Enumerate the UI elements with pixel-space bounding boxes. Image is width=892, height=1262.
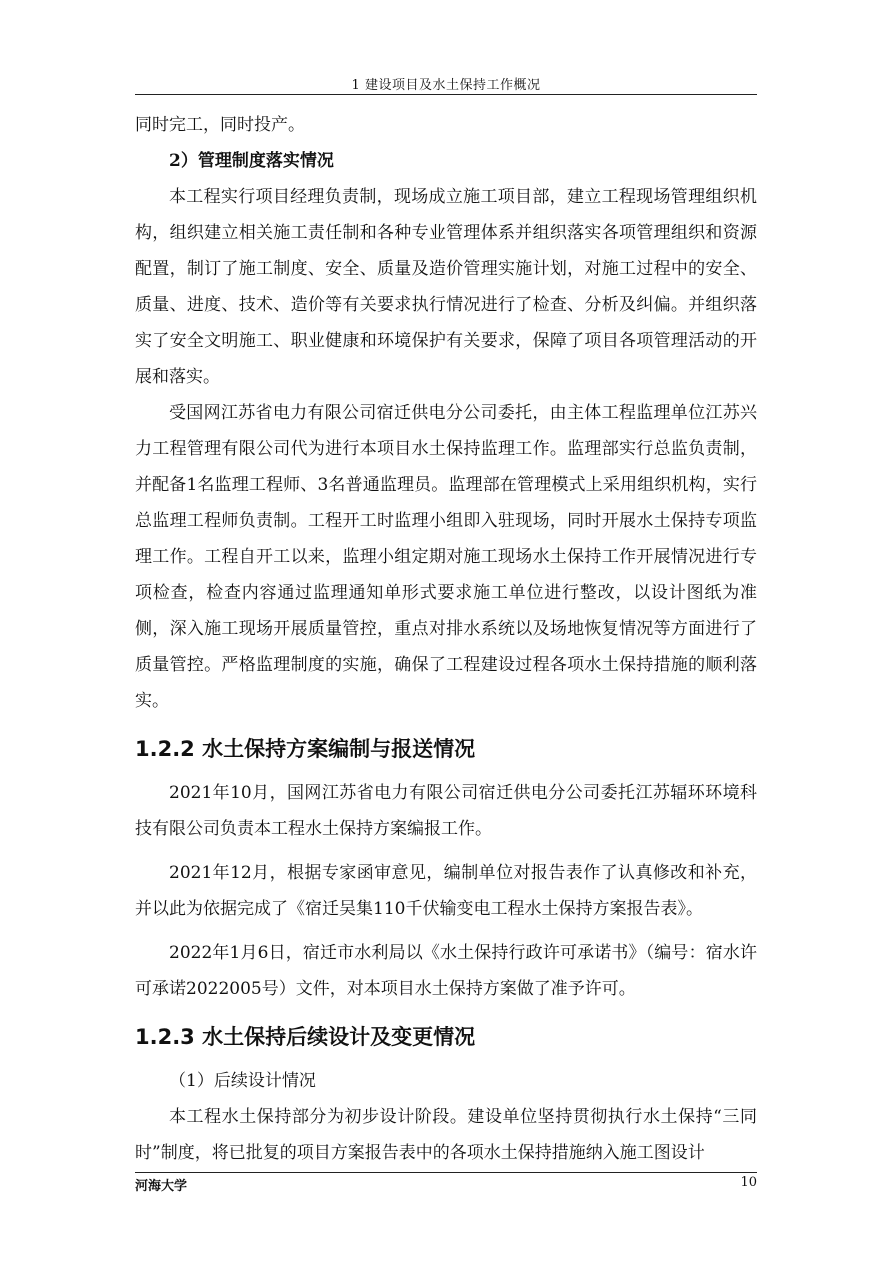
page-number: 10 [740,1175,757,1190]
paragraph-1-2-2-a: 2021年10月，国网江苏省电力有限公司宿迁供电分公司委托江苏辐环环境科技有限公司负责本工程水土保持方案编报工作。 [135,783,757,839]
paragraph-1-2-2-c: 2022年1月6日，宿迁市水利局以《水土保持行政许可承诺书》（编号：宿水许可承诺2022005号）文件，对本项目水土保持方案做了准予许可。 [135,943,757,999]
header-divider [135,94,757,95]
footer-institution: 河海大学 [135,1179,188,1194]
footer-divider [135,1172,757,1173]
subheading-design: （1）后续设计情况 [169,1071,316,1091]
paragraph-management-2: 受国网江苏省电力有限公司宿迁供电分公司委托，由主体工程监理单位江苏兴力工程管理有限公司代为进行本项目水土保持监理工作。监理部实行总监负责制，并配备1名监理工程师、3名普通监理员。监理部在管理模式上采用组织机构，实行总监理工程师负责制。工程开工时监理小组即入驻现场，同时开展水土保持专项监理工作。工程自开工以来，监理小组定期对施工现场水土保持工作开展情况进行专项检查，检查内容通过监理通知单形式要求施工单位进行整改，以设计图纸为准侧，深入施工现场开展质量管控，重点对排水系统以及场地恢复情况等方面进行了质量管控。严格监理制度的实施，确保了工程建设过程各项水土保持措施的顺利落实。 [135,403,757,711]
section-heading-1-2-2: 1.2.2 水土保持方案编制与报送情况 [135,737,476,761]
page-content [135,107,757,1171]
paragraph-1-2-2-b: 2021年12月，根据专家函审意见，编制单位对报告表作了认真修改和补充，并以此为依据完成了《宿迁吴集110千伏输变电工程水土保持方案报告表》。 [135,863,757,919]
paragraph-management-1: 本工程实行项目经理负责制，现场成立施工项目部，建立工程现场管理组织机构，组织建立相关施工责任制和各种专业管理体系并组织落实各项管理组织和资源配置，制订了施工制度、安全、质量及造价管理实施计划，对施工过程中的安全、质量、进度、技术、造价等有关要求执行情况进行了检查、分析及纠偏。并组织落实了安全文明施工、职业健康和环境保护有关要求，保障了项目各项管理活动的开展和落实。 [135,187,757,387]
paragraph-1-2-3-a: 本工程水土保持部分为初步设计阶段。建设单位坚持贯彻执行水土保持“三同时”制度，将已批复的项目方案报告表中的各项水土保持措施纳入施工图设计 [135,1107,757,1163]
running-header: 1 建设项目及水土保持工作概况 [351,78,541,93]
section-heading-1-2-3: 1.2.3 水土保持后续设计及变更情况 [135,1025,476,1049]
subheading-management: 2）管理制度落实情况 [169,151,334,171]
paragraph-continuation: 同时完工，同时投产。 [135,115,305,135]
